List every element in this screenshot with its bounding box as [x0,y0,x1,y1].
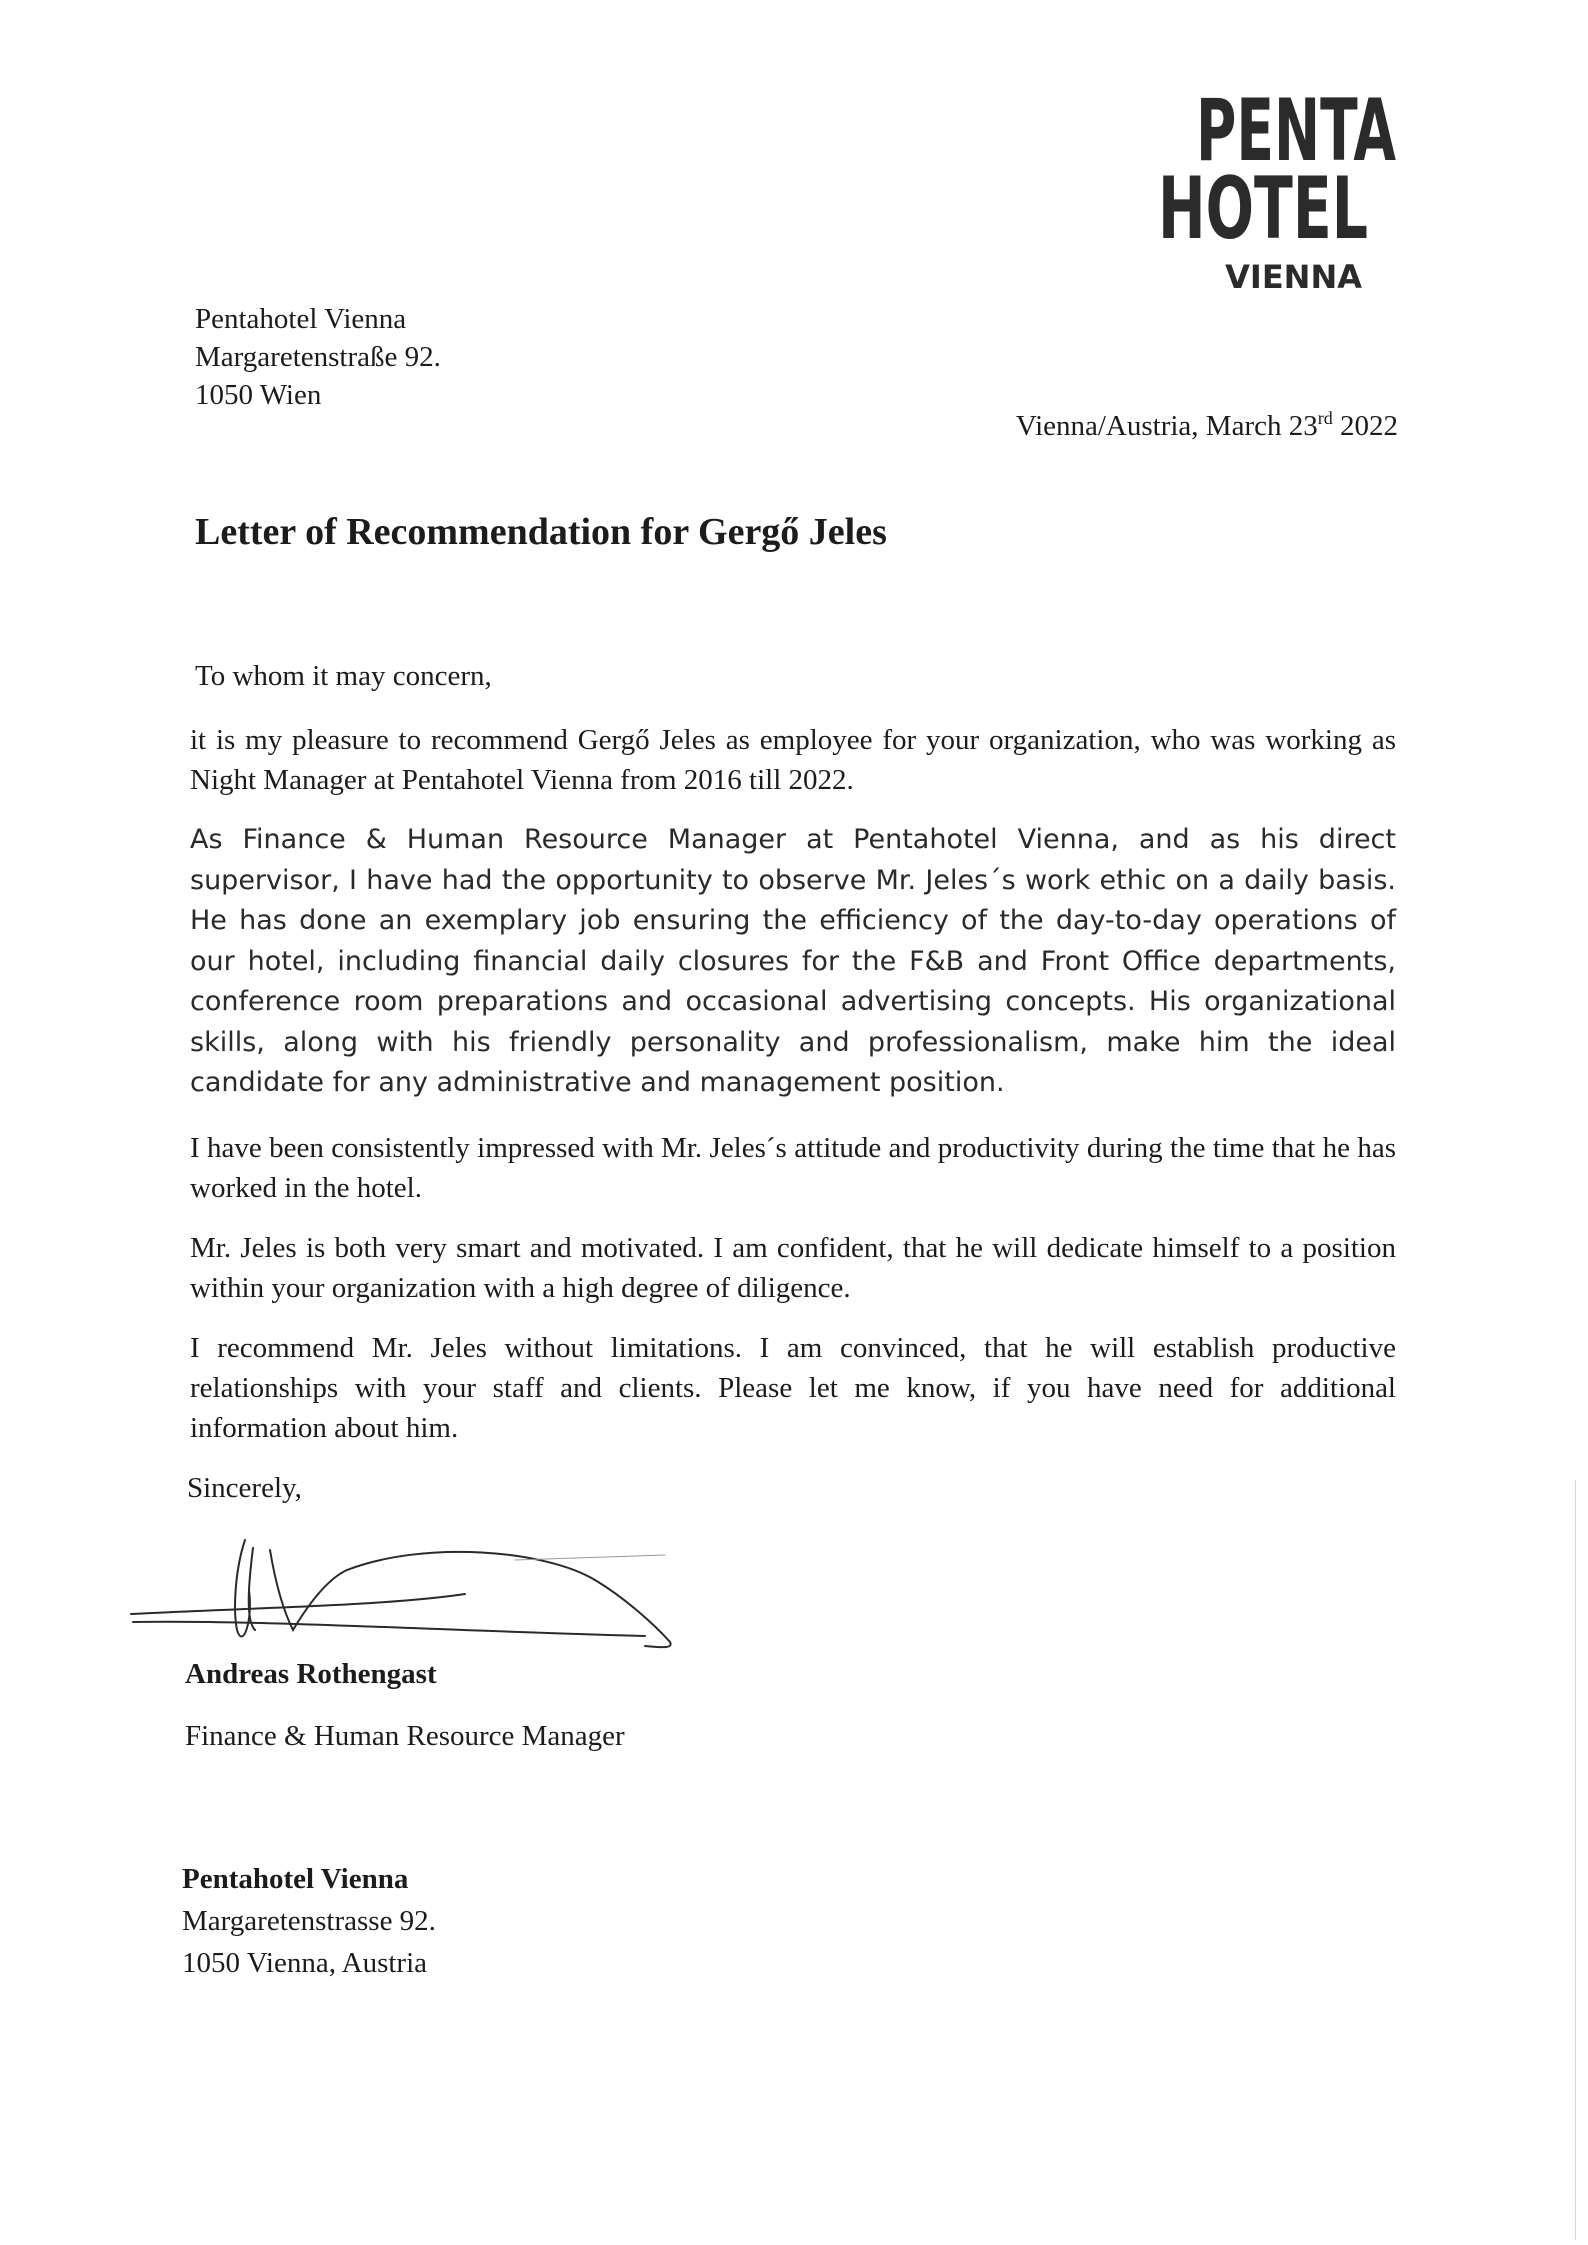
letter-date [1016,408,1398,443]
sender-address [195,300,441,414]
closing: Sincerely, [187,1472,302,1504]
footer-address [182,1858,436,1984]
signer-name: Andreas Rothengast [185,1658,437,1690]
footer-street: Margaretenstrasse 92. [182,1905,436,1937]
date-year: 2022 [1332,410,1398,442]
salutation: To whom it may concern, [195,660,492,692]
sender-city: 1050 Wien [195,379,322,411]
logo-line-hotel: HOTEL [1158,159,1368,259]
paragraph-3: I have been consistently impressed with Mr. Jeles´s attitude and productivity during the time that he has worked in the hotel. [190,1132,1396,1204]
sender-street: Margaretenstraße 92. [195,341,441,373]
signature-mark [125,1530,685,1670]
footer-city: 1050 Vienna, Austria [182,1947,427,1979]
date-main: Vienna/Austria, March 23 [1015,410,1318,442]
paragraph-2: As Finance & Human Resource Manager at Pentahotel Vienna, and as his direct supervisor, I have had the opportunity to observe Mr. Jeles´s work ethic on a daily basis. He has done an exemplary job ensuring the efficiency of the day-to-day operations of our hotel, including financial daily closures for the F&B and Front Office departments, conference room preparations and occasional advertising concepts. His organizational skills, along with his friendly personality and professionalism, make him the ideal candidate for any administrative and management position. [190,824,1396,1098]
paragraph-5: I recommend Mr. Jeles without limitations. I am convinced, that he will establish productive relationships with your staff and clients. Please let me know, if you have need for additional information about him. [190,1332,1396,1444]
signer-title: Finance & Human Resource Manager [185,1720,625,1752]
letter-subject: Letter of Recommendation for Gergő Jeles [195,511,887,553]
sender-name: Pentahotel Vienna [195,303,407,335]
hotel-logo [1158,81,1398,303]
paragraph-1: it is my pleasure to recommend Gergő Jeles as employee for your organization, who was working as Night Manager at Pentahotel Vienna from 2016 till 2022. [190,724,1396,796]
footer-company: Pentahotel Vienna [182,1863,409,1895]
logo-line-vienna: VIENNA [1225,258,1362,296]
scan-edge-line [1575,1480,1576,2240]
paragraph-4: Mr. Jeles is both very smart and motivated. I am confident, that he will dedicate himself to a position within your organization with a high degree of diligence. [190,1232,1396,1304]
hotel-logo-mark [1158,81,1398,303]
logo-line-penta: PENTA [1196,81,1397,181]
date-ordinal: rd [1317,408,1333,428]
